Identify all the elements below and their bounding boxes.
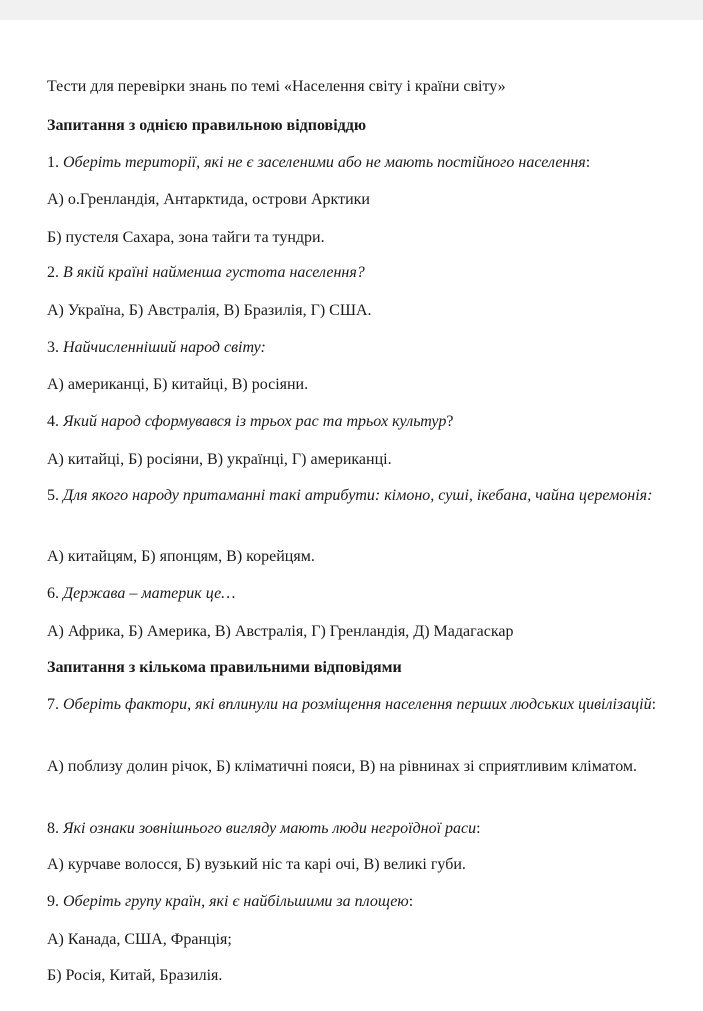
answer-1b: Б) пустеля Сахара, зона тайги та тундри. — [47, 229, 325, 246]
question-number: 5. — [47, 487, 63, 504]
question-text: Найчисленніший народ світу: — [63, 339, 266, 356]
question-number: 2. — [47, 264, 63, 281]
answer-1a: А) о.Гренландія, Антарктида, острови Арктики — [47, 191, 370, 208]
question-text: В якій країні найменша густота населення? — [63, 264, 365, 281]
answer-2: А) Україна, Б) Австралія, В) Бразилія, Г) США. — [47, 302, 372, 319]
answer-9a: А) Канада, США, Франція; — [47, 931, 232, 948]
question-tail: ? — [446, 413, 454, 430]
question-text: Для якого народу притаманні такі атрибути: кімоно, суші, ікебана, чайна церемонія: — [63, 487, 653, 504]
answer-9b: Б) Росія, Китай, Бразилія. — [47, 967, 223, 984]
question-text: Які ознаки зовнішнього вигляду мають люди негроїдної раси — [63, 820, 477, 837]
question-number: 3. — [47, 339, 63, 356]
section-heading-single: Запитання з однією правильною відповіддю — [47, 117, 367, 134]
question-2 — [47, 262, 673, 284]
answer-4: А) китайці, Б) росіяни, В) українці, Г) американці. — [47, 451, 392, 468]
question-text: Який народ сформувався із трьох рас та трьох культур — [63, 413, 447, 430]
question-text: Оберіть групу країн, які є найбільшими за площею — [63, 893, 409, 910]
question-9 — [47, 891, 673, 913]
question-tail: : — [476, 820, 481, 837]
answer-8: А) курчаве волосся, Б) вузький ніс та карі очі, В) великі губи. — [47, 856, 466, 873]
question-1 — [47, 152, 673, 174]
answer-5: А) китайцям, Б) японцям, В) корейцям. — [47, 548, 315, 565]
question-text: Оберіть фактори, які вплинули на розміщення населення перших людських цивілізацій — [63, 696, 652, 713]
question-6 — [47, 583, 673, 605]
answer-6: А) Африка, Б) Америка, В) Австралія, Г) Гренландія, Д) Мадагаскар — [47, 623, 514, 640]
question-tail: : — [408, 893, 414, 910]
section-heading-multiple: Запитання з кількома правильними відповідями — [47, 659, 402, 676]
question-number: 4. — [47, 413, 63, 430]
question-5 — [47, 485, 657, 507]
question-text: Оберіть території, які не є заселеними або не мають постійного населення — [63, 154, 586, 171]
question-8 — [47, 818, 673, 840]
question-number: 7. — [47, 696, 63, 713]
question-number: 1. — [47, 154, 63, 171]
question-4 — [47, 411, 673, 433]
document-title: Тести для перевірки знань по темі «Населення світу і країни світу» — [47, 78, 506, 95]
answer-7: А) поблизу долин річок, Б) кліматичні пояси, В) на рівнинах зі сприятливим кліматом. — [47, 758, 638, 775]
question-number: 8. — [47, 820, 63, 837]
question-tail: : — [585, 154, 591, 171]
answer-3: А) американці, Б) китайці, В) росіяни. — [47, 376, 309, 393]
top-bar — [0, 0, 703, 20]
question-text: Держава – материк це… — [63, 585, 236, 602]
question-tail: : — [651, 696, 657, 713]
question-number: 9. — [47, 893, 63, 910]
question-number: 6. — [47, 585, 63, 602]
question-3 — [47, 337, 673, 359]
question-7 — [47, 694, 659, 716]
